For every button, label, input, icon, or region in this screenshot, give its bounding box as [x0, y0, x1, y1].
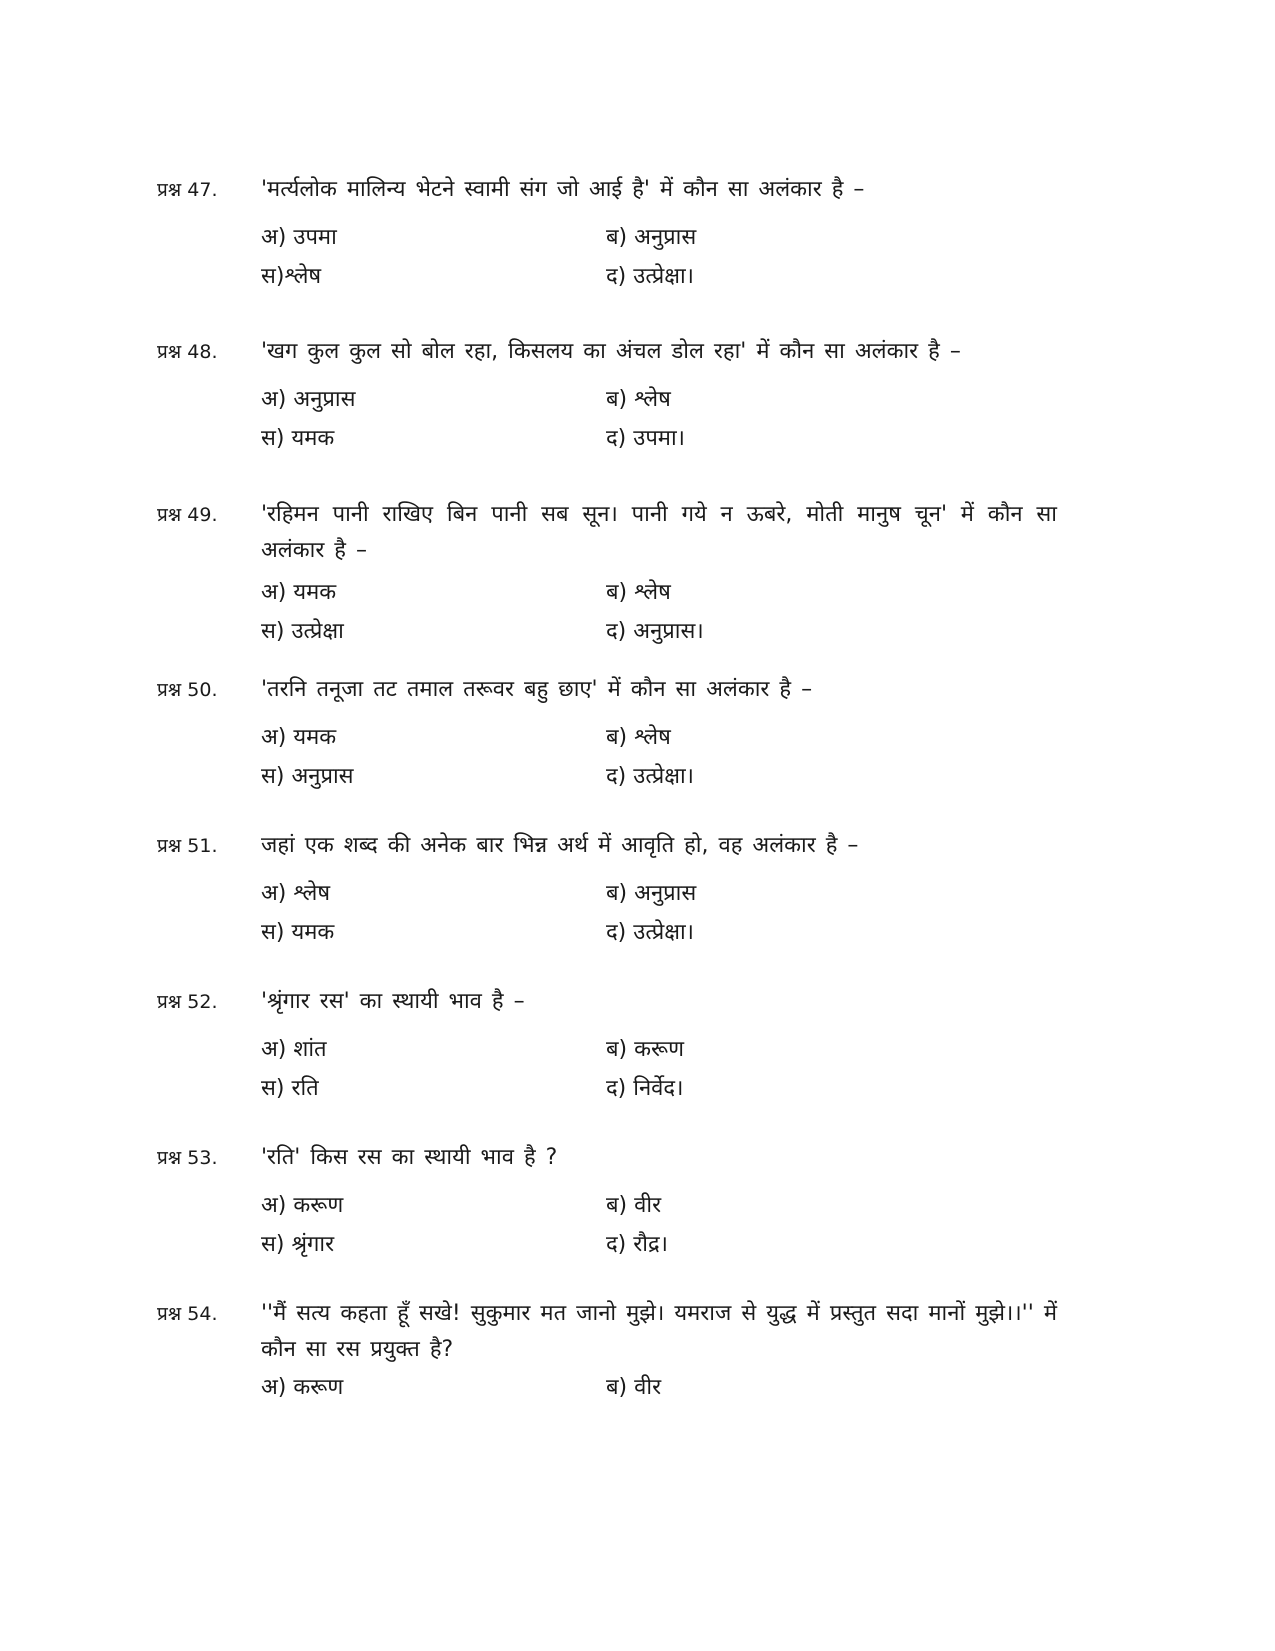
question-49 [157, 497, 1057, 651]
question-text: ''मैं सत्य कहता हूँ सखे! सुकुमार मत जानो मुझे। यमराज से युद्ध में प्रस्तुत सदा मानों मुझे।।'' में कौन सा रस प्रयुक्त है? [261, 1301, 1057, 1362]
option-b: ब) वीर [606, 1375, 662, 1400]
option-d: द) उत्प्रेक्षा। [606, 920, 695, 945]
question-54 [157, 1296, 1057, 1407]
option-b: ब) वीर [606, 1193, 662, 1218]
option-a: अ) अनुप्रास [261, 387, 356, 412]
options-list [261, 1186, 1057, 1264]
option-c: स) श्रृंगार [261, 1232, 335, 1257]
option-a: अ) करूण [261, 1193, 344, 1218]
options-list [261, 874, 1057, 952]
option-a: अ) करूण [261, 1375, 344, 1400]
question-47 [157, 172, 1057, 296]
option-c: स) अनुप्रास [261, 764, 354, 789]
option-a: अ) श्लेष [261, 881, 331, 906]
question-number: प्रश्न 53. [157, 1147, 218, 1169]
option-b: ब) करूण [606, 1037, 685, 1062]
options-list [261, 380, 1057, 458]
question-text: जहां एक शब्द की अनेक बार भिन्न अर्थ में आवृति हो, वह अलंकार है – [261, 833, 859, 858]
question-text: 'मर्त्यलोक मालिन्य भेटने स्वामी संग जो आई है' में कौन सा अलंकार है – [261, 177, 865, 202]
option-b: ब) श्लेष [606, 725, 671, 750]
question-51 [157, 828, 1057, 952]
question-number: प्रश्न 52. [157, 991, 218, 1013]
option-c: स) उत्प्रेक्षा [261, 619, 344, 644]
question-text: 'रहिमन पानी राखिए बिन पानी सब सून। पानी गये न ऊबरे, मोती मानुष चून' में कौन सा अलंकार है – [261, 502, 1057, 563]
option-b: ब) श्लेष [606, 387, 671, 412]
question-53 [157, 1140, 1057, 1264]
options-list [261, 718, 1057, 796]
option-b: ब) श्लेष [606, 580, 671, 605]
option-a: अ) उपमा [261, 225, 337, 250]
option-d: द) उत्प्रेक्षा। [606, 264, 695, 289]
option-d: द) उत्प्रेक्षा। [606, 764, 695, 789]
question-text: 'खग कुल कुल सो बोल रहा, किसलय का अंचल डोल रहा' में कौन सा अलंकार है – [261, 339, 961, 364]
question-text: 'तरनि तनूजा तट तमाल तरूवर बहु छाए' में कौन सा अलंकार है – [261, 677, 813, 702]
option-d: द) उपमा। [606, 426, 686, 451]
option-c: स) यमक [261, 426, 335, 451]
question-52 [157, 984, 1057, 1108]
question-number: प्रश्न 49. [157, 504, 218, 526]
question-number: प्रश्न 54. [157, 1303, 218, 1325]
option-b: ब) अनुप्रास [606, 225, 697, 250]
question-number: प्रश्न 50. [157, 679, 218, 701]
options-list [261, 218, 1057, 296]
option-d: द) निर्वेद। [606, 1076, 684, 1101]
option-c: स) यमक [261, 920, 335, 945]
question-number: प्रश्न 51. [157, 835, 218, 857]
option-a: अ) यमक [261, 580, 337, 605]
option-d: द) अनुप्रास। [606, 619, 704, 644]
question-48 [157, 334, 1057, 458]
question-text: 'श्रृंगार रस' का स्थायी भाव है – [261, 989, 525, 1014]
option-c: स)श्लेष [261, 264, 322, 289]
question-number: प्रश्न 48. [157, 341, 218, 363]
options-list [261, 1368, 1057, 1407]
option-b: ब) अनुप्रास [606, 881, 697, 906]
options-list [261, 1030, 1057, 1108]
option-c: स) रति [261, 1076, 319, 1101]
question-50 [157, 672, 1057, 796]
option-a: अ) शांत [261, 1037, 327, 1062]
question-text: 'रति' किस रस का स्थायी भाव है ? [261, 1145, 558, 1170]
options-list [261, 573, 1057, 651]
question-number: प्रश्न 47. [157, 179, 218, 201]
option-a: अ) यमक [261, 725, 337, 750]
option-d: द) रौद्र। [606, 1232, 668, 1257]
